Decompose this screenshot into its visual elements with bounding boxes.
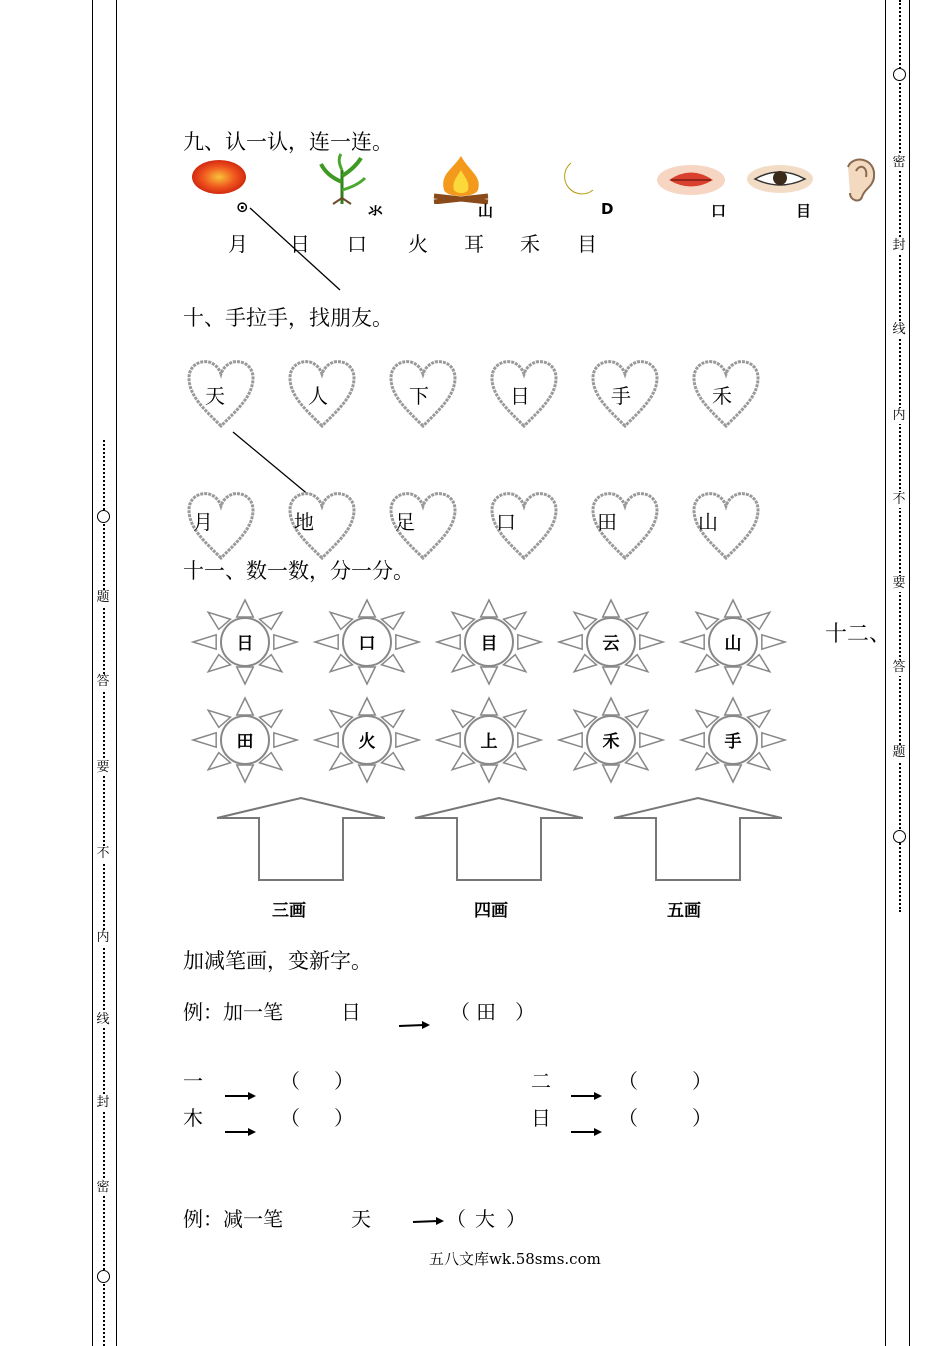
connector-lines (0, 0, 950, 600)
arrow-right-icon (570, 1089, 604, 1103)
glyph-eye: 目 (796, 202, 812, 220)
arrow-right-icon (224, 1089, 258, 1103)
practice-char-1: 一 (183, 1069, 203, 1093)
s9-char-1: 月 (228, 232, 248, 256)
sun-card[interactable]: 云 (556, 598, 666, 688)
s9-char-4: 火 (408, 232, 428, 256)
practice-close-2[interactable]: ） (334, 1106, 354, 1130)
bin-label-1: 三画 (272, 901, 306, 921)
heart-bottom-3[interactable]: 足 (387, 490, 459, 562)
heart-bottom-5[interactable]: 田 (589, 490, 661, 562)
heart-bottom-4[interactable]: 口 (488, 490, 560, 562)
s9-char-6: 禾 (520, 232, 540, 256)
example-sub-open: （ (446, 1207, 466, 1231)
bin-arrow-1[interactable] (215, 796, 385, 881)
sun-card[interactable]: 山 (678, 598, 788, 688)
practice-open-3: （ (618, 1069, 638, 1093)
s9-char-3: 口 (347, 232, 367, 256)
s9-char-5: 耳 (464, 232, 484, 256)
practice-close-4[interactable]: ） (692, 1106, 712, 1130)
glyph-moon: D (601, 200, 614, 218)
glyph-fire: 山 (478, 202, 494, 220)
section12-title: 加减笔画，变新字。 (183, 949, 372, 973)
section10-title: 十、手拉手，找朋友。 (183, 306, 393, 330)
example-add-label: 例：加一笔 (183, 1000, 283, 1024)
example-add-close: ） (515, 1000, 535, 1024)
heart-top-1[interactable]: 天 (185, 358, 257, 430)
heart-top-4[interactable]: 日 (488, 358, 560, 430)
practice-char-2: 木 (183, 1106, 203, 1130)
example-sub-answer: 大 (475, 1207, 495, 1231)
example-add-answer: 田 (476, 1000, 496, 1024)
practice-open-1: （ (280, 1069, 300, 1093)
sun-card[interactable]: 日 (190, 598, 300, 688)
arrow-right-icon (412, 1214, 446, 1228)
footer-watermark: 五八文库wk.58sms.com (429, 1250, 601, 1268)
arrow-right-icon (224, 1125, 258, 1139)
practice-char-3: 二 (531, 1069, 551, 1093)
s9-char-2: 日 (290, 232, 310, 256)
heart-top-5[interactable]: 手 (589, 358, 661, 430)
arrow-right-icon (398, 1018, 432, 1032)
heart-top-6[interactable]: 禾 (690, 358, 762, 430)
sun-card[interactable]: 禾 (556, 696, 666, 786)
heart-top-2[interactable]: 人 (286, 358, 358, 430)
practice-close-3[interactable]: ） (692, 1069, 712, 1093)
glyph-mouth: 口 (711, 202, 727, 220)
practice-char-4: 日 (531, 1106, 551, 1130)
bin-label-3: 五画 (667, 901, 701, 921)
sun-card[interactable]: 目 (434, 598, 544, 688)
sun-card[interactable]: 上 (434, 696, 544, 786)
section11-title: 十一、数一数，分一分。 (183, 559, 414, 583)
practice-open-4: （ (618, 1106, 638, 1130)
arrow-right-icon (570, 1125, 604, 1139)
sun-card[interactable]: 火 (312, 696, 422, 786)
practice-close-1[interactable]: ） (334, 1069, 354, 1093)
heart-bottom-2[interactable]: 地 (286, 490, 358, 562)
example-add-open: （ (450, 1000, 470, 1024)
section9-title: 九、认一认，连一连。 (183, 130, 393, 154)
glyph-rice: 氺 (368, 202, 384, 220)
example-sub-close: ） (506, 1207, 526, 1231)
example-sub-from: 天 (351, 1207, 371, 1231)
heart-bottom-6[interactable]: 山 (690, 490, 762, 562)
glyph-sun: ⊙ (236, 198, 249, 216)
practice-open-2: （ (280, 1106, 300, 1130)
sun-card[interactable]: 手 (678, 696, 788, 786)
bin-label-2: 四画 (474, 901, 508, 921)
heart-bottom-1[interactable]: 月 (185, 490, 257, 562)
heart-top-3[interactable]: 下 (387, 358, 459, 430)
bin-arrow-2[interactable] (413, 796, 583, 881)
sun-card[interactable]: 口 (312, 598, 422, 688)
sun-card[interactable]: 田 (190, 696, 300, 786)
bin-arrow-3[interactable] (612, 796, 782, 881)
section12-side-label: 十二、 (825, 622, 892, 647)
example-sub-label: 例：减一笔 (183, 1207, 283, 1231)
s9-char-7: 目 (577, 232, 597, 256)
example-add-from: 日 (341, 1000, 361, 1024)
